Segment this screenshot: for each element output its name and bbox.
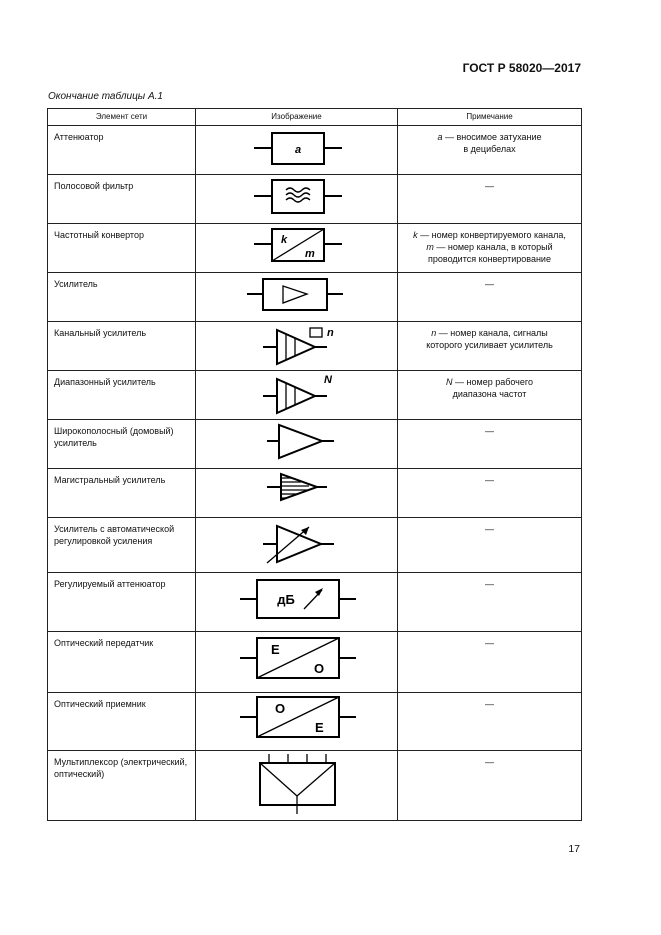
- symbol-cell: [196, 126, 398, 175]
- note-cell: [398, 322, 582, 371]
- table-row: [48, 420, 582, 469]
- note-cell: —: [398, 469, 582, 518]
- element-name: Магистральный усилитель: [48, 469, 196, 518]
- broadband-amplifier-symbol: [197, 420, 397, 466]
- note-cell: —: [398, 693, 582, 751]
- page-number: 17: [568, 843, 580, 855]
- symbol-cell: [196, 469, 398, 518]
- symbols-table: [47, 108, 582, 821]
- note-text: диапазона частот: [452, 389, 527, 399]
- frequency-converter-symbol: [197, 224, 397, 270]
- symbol-cell: [196, 322, 398, 371]
- symbol-cell: [196, 273, 398, 322]
- standard-designation: ГОСТ Р 58020—2017: [462, 61, 581, 75]
- element-name: Регулируемый аттенюатор: [48, 573, 196, 632]
- optical-receiver-symbol: [197, 693, 397, 748]
- note-variable: a: [437, 132, 443, 142]
- note-variable: N: [446, 377, 453, 387]
- note-cell: —: [398, 573, 582, 632]
- table-row: [48, 751, 582, 821]
- range-amplifier-symbol: [197, 371, 397, 417]
- element-name: Усилитель: [48, 273, 196, 322]
- note-variable: k: [413, 230, 418, 240]
- column-header-note: Примечание: [398, 109, 582, 126]
- symbol-cell: [196, 175, 398, 224]
- symbol-label: Е: [314, 720, 324, 735]
- symbol-cell: [196, 751, 398, 821]
- attenuator-symbol: [197, 126, 397, 172]
- symbol-label: Е: [270, 642, 280, 657]
- symbol-label: N: [323, 374, 332, 386]
- column-header-element: Элемент сети: [48, 109, 196, 126]
- symbol-label: n: [326, 327, 334, 339]
- symbol-cell: [196, 573, 398, 632]
- note-cell: —: [398, 175, 582, 224]
- note-text: — номер конвертируемого канала,: [417, 230, 566, 240]
- table-row: [48, 175, 582, 224]
- table-row: [48, 632, 582, 693]
- band-filter-symbol: [197, 175, 397, 221]
- multiplexer-symbol: [197, 751, 397, 817]
- table-row: [48, 273, 582, 322]
- note-variable: m: [426, 242, 434, 252]
- note-text: в децибелах: [463, 144, 516, 154]
- table-row: [48, 322, 582, 371]
- symbol-label: дБ: [276, 592, 295, 607]
- element-name: Аттенюатор: [48, 126, 196, 175]
- note-cell: [398, 224, 582, 273]
- element-name: Частотный конвертор: [48, 224, 196, 273]
- table-row: [48, 126, 582, 175]
- optical-transmitter-symbol: [197, 632, 397, 690]
- symbol-cell: [196, 371, 398, 420]
- element-name: Полосовой фильтр: [48, 175, 196, 224]
- note-cell: —: [398, 420, 582, 469]
- symbol-label: О: [313, 661, 324, 676]
- note-cell: —: [398, 518, 582, 573]
- element-name: Мультиплексор (электрический, оптический): [48, 751, 196, 821]
- symbol-label: a: [294, 144, 301, 156]
- element-name: Канальный усилитель: [48, 322, 196, 371]
- element-name: Диапазонный усилитель: [48, 371, 196, 420]
- table-row: [48, 371, 582, 420]
- symbol-cell: [196, 224, 398, 273]
- column-header-image: Изображение: [196, 109, 398, 126]
- note-text: проводится конвертирование: [428, 254, 551, 264]
- symbol-cell: [196, 632, 398, 693]
- channel-amplifier-symbol: [197, 322, 397, 368]
- table-row: [48, 693, 582, 751]
- note-text: — номер рабочего: [452, 377, 533, 387]
- note-text: которого усиливает усилитель: [426, 340, 553, 350]
- element-name: Широкополосный (домовый) усилитель: [48, 420, 196, 469]
- table-caption: Окончание таблицы А.1: [48, 91, 163, 102]
- symbol-label: k: [280, 234, 287, 246]
- note-cell: —: [398, 273, 582, 322]
- note-cell: [398, 371, 582, 420]
- table-row: [48, 518, 582, 573]
- note-variable: n: [431, 328, 437, 338]
- note-text: — номер канала, сигналы: [436, 328, 548, 338]
- note-cell: [398, 126, 582, 175]
- note-cell: —: [398, 632, 582, 693]
- element-name: Усилитель с автоматической регулировкой усиления: [48, 518, 196, 573]
- symbol-label: m: [304, 248, 315, 260]
- symbol-cell: [196, 693, 398, 751]
- adjustable-attenuator-symbol: [197, 573, 397, 629]
- symbol-cell: [196, 518, 398, 573]
- table-header-row: [48, 109, 582, 126]
- agc-amplifier-symbol: [197, 518, 397, 570]
- note-cell: —: [398, 751, 582, 821]
- element-name: Оптический приемник: [48, 693, 196, 751]
- symbol-cell: [196, 420, 398, 469]
- table-row: [48, 573, 582, 632]
- amplifier-symbol: [197, 273, 397, 319]
- note-text: — номер канала, в который: [433, 242, 553, 252]
- table-row: [48, 469, 582, 518]
- table-row: [48, 224, 582, 273]
- element-name: Оптический передатчик: [48, 632, 196, 693]
- symbol-label: О: [274, 701, 285, 716]
- note-text: — вносимое затухание: [442, 132, 542, 142]
- trunk-amplifier-symbol: [197, 469, 397, 515]
